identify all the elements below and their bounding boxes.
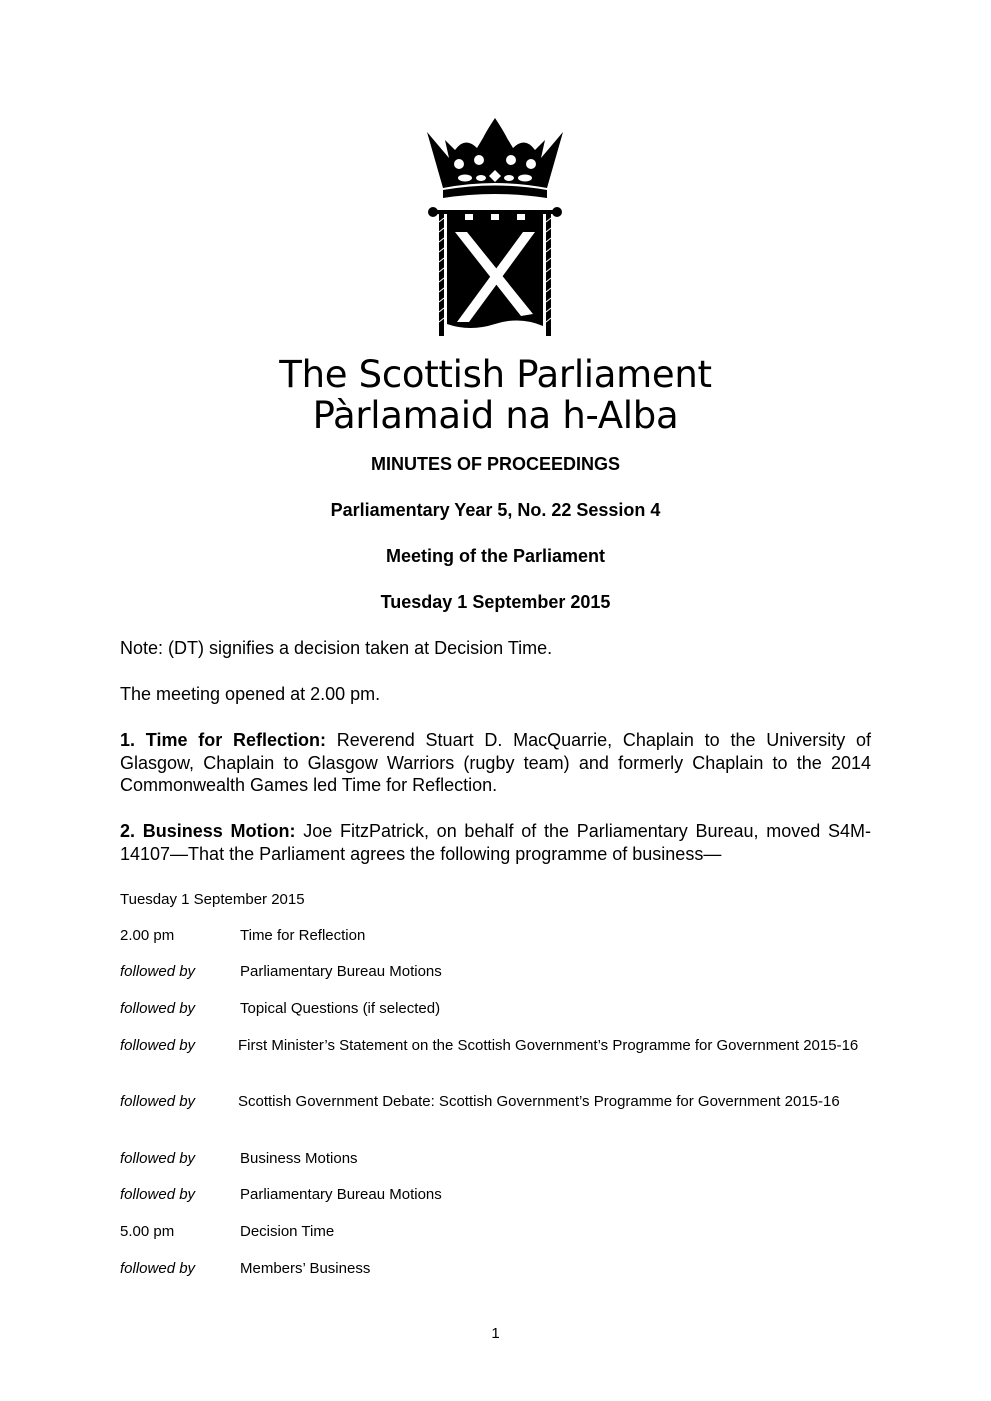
schedule-time: 2.00 pm (120, 927, 175, 944)
item-text: Joe FitzPatrick, on behalf of the Parliamentary Bureau, moved S4M-14107—That the Parliament agrees the following programme of business— (120, 821, 871, 864)
schedule-time: followed by (120, 1000, 196, 1017)
page-number: 1 (491, 1325, 500, 1342)
item-time-for-reflection (120, 729, 871, 797)
schedule-time: followed by (120, 1093, 196, 1110)
schedule-item: First Minister’s Statement on the Scottish Government’s Programme for Government 2015-16 (238, 1037, 859, 1054)
item-heading: 1. Time for Reflection: (120, 730, 326, 750)
schedule-time: followed by (120, 1260, 196, 1277)
item-heading: 2. Business Motion: (120, 821, 296, 841)
schedule-time: followed by (120, 1150, 196, 1167)
schedule-time: followed by (120, 1037, 196, 1054)
schedule-item: Parliamentary Bureau Motions (240, 963, 442, 980)
decision-time-note: Note: (DT) signifies a decision taken at Decision Time. (120, 638, 553, 658)
brand-name-english: The Scottish Parliament (279, 353, 712, 396)
schedule-item: Topical Questions (if selected) (240, 1000, 441, 1017)
item-business-motion (120, 820, 871, 865)
meeting-opened-text: The meeting opened at 2.00 pm. (120, 684, 381, 704)
document-title: MINUTES OF PROCEEDINGS (370, 454, 621, 474)
schedule-time: followed by (120, 963, 196, 980)
brand-name-gaelic: Pàrlamaid na h-Alba (312, 394, 679, 437)
scottish-parliament-crest-icon (425, 118, 565, 340)
date-heading: Tuesday 1 September 2015 (380, 592, 611, 612)
schedule-item: Time for Reflection (240, 927, 366, 944)
schedule-item: Decision Time (240, 1223, 335, 1240)
schedule-item: Parliamentary Bureau Motions (240, 1186, 442, 1203)
schedule-item: Business Motions (240, 1150, 358, 1167)
schedule-time: 5.00 pm (120, 1223, 175, 1240)
schedule-item: Scottish Government Debate: Scottish Government’s Programme for Government 2015-16 (238, 1093, 840, 1110)
schedule-time: followed by (120, 1186, 196, 1203)
schedule-item: Members’ Business (240, 1260, 371, 1277)
meeting-heading: Meeting of the Parliament (385, 546, 606, 566)
schedule-date: Tuesday 1 September 2015 (120, 891, 305, 908)
year-session-heading: Parliamentary Year 5, No. 22 Session 4 (330, 500, 661, 520)
item-text: Reverend Stuart D. MacQuarrie, Chaplain to the University of Glasgow, Chaplain to Glasgow Warriors (rugby team) and formerly Chaplain to the 2014 Commonwealth Games led Time for Reflection. (120, 730, 872, 795)
